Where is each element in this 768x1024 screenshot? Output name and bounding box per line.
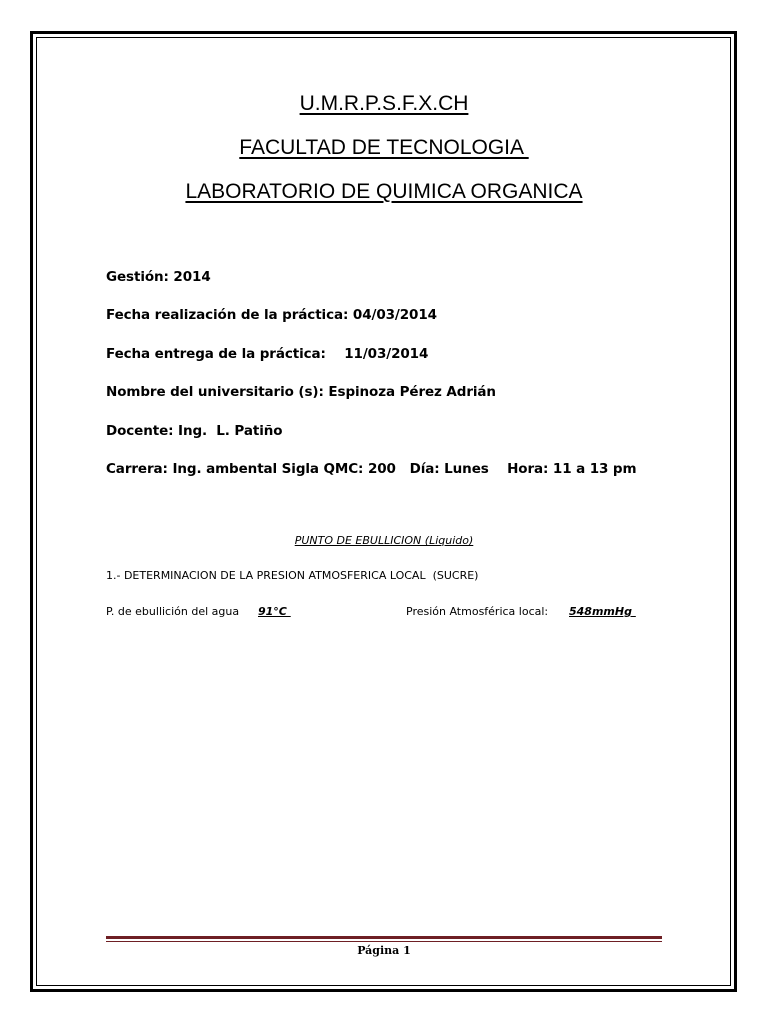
docente-line: Docente: Ing. L. Patiño [106,423,283,439]
nombre-line: Nombre del universitario (s): Espinoza Pérez Adrián [106,384,496,400]
gestion-line: Gestión: 2014 [106,269,211,285]
atmospheric-pressure-label: Presión Atmosférica local: [406,605,552,618]
atmospheric-pressure-value: 548mmHg [569,605,636,618]
fecha-realizacion-line: Fecha realización de la práctica: 04/03/2014 [106,307,437,323]
page-number: Página 1 [357,944,411,957]
fecha-entrega-line: Fecha entrega de la práctica: 11/03/2014 [106,346,429,362]
laboratory-title: LABORATORIO DE QUIMICA ORGANICA [185,180,583,203]
footer-rule [106,936,662,942]
boiling-point-value: 91°C [258,605,291,618]
faculty-title: FACULTAD DE TECNOLOGIA [239,136,529,159]
carrera-line: Carrera: Ing. ambental Sigla QMC: 200 Día: Lunes Hora: 11 a 13 pm [106,461,637,477]
university-title: U.M.R.P.S.F.X.CH [299,92,469,115]
section-title: PUNTO DE EBULLICION (Liquido) [294,534,474,547]
boiling-point-label: P. de ebullición del agua [106,605,243,618]
subsection-heading: 1.- DETERMINACION DE LA PRESION ATMOSFERICA LOCAL (SUCRE) [106,569,479,582]
